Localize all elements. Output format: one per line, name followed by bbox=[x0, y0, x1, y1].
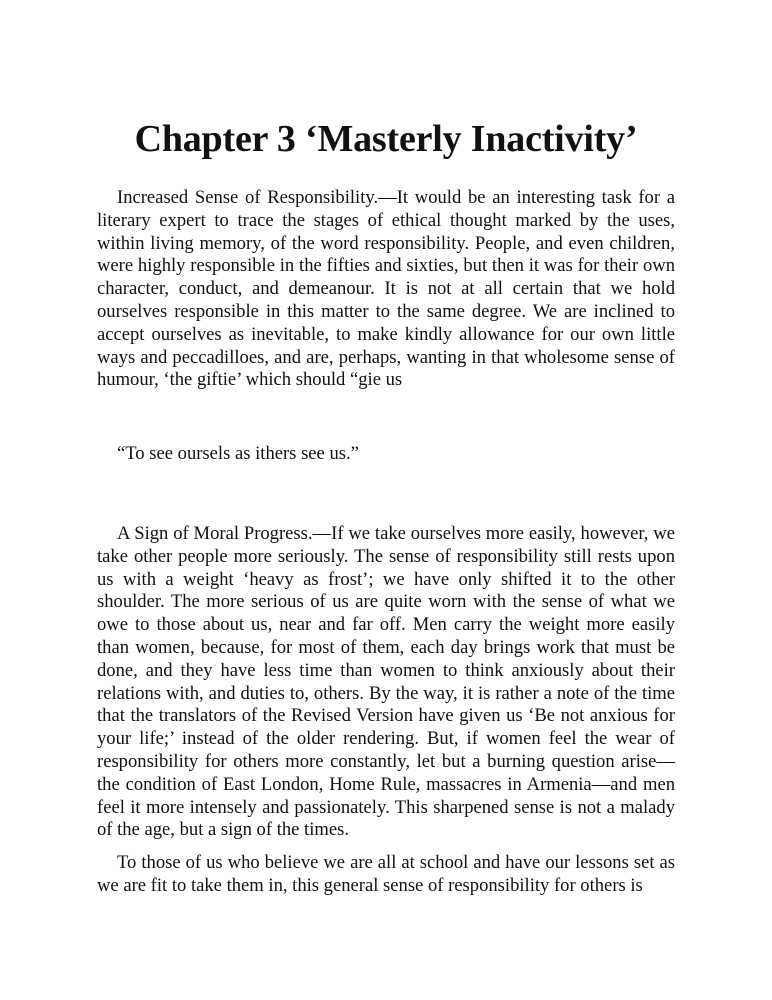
chapter-title: Chapter 3 ‘Masterly Inactivity’ bbox=[134, 118, 638, 160]
paragraph-responsibility: Increased Sense of Responsibility.—It would be an interesting task for a literary expert to trace the stages of ethical thought marked by the uses, within living memory, of the word responsibility. People, and even children, were highly responsible in the fifties and sixties, but then it was for their own character, conduct, and demeanour. It is not at all certain that we hold ourselves responsible in this matter to the same degree. We are inclined to accept ourselves as inevitable, to make kindly allowance for our own little ways and peccadilloes, and are, perhaps, wanting in that wholesome sense of humour, ‘the giftie’ which should “gie us bbox=[97, 187, 675, 391]
paragraph-moral-progress: A Sign of Moral Progress.—If we take ourselves more easily, however, we take other people more seriously. The sense of responsibility still rests upon us with a weight ‘heavy as frost’; we have only shifted it to the other shoulder. The more serious of us are quite worn with the sense of what we owe to those about us, near and far off. Men carry the weight more easily than women, because, for most of them, each day brings work that must be done, and they have less time than women to think anxiously about their relations with, and duties to, others. By the way, it is rather a note of the time that the translators of the Revised Version have given us ‘Be not anxious for your life;’ instead of the older rendering. But, if women feel the wear of responsibility for others more constantly, let but a burning question arise—the condition of East London, Home Rule, massacres in Armenia—and men feel it more intensely and passionately. This sharpened sense is not a malady of the age, but a sign of the times. bbox=[97, 523, 675, 841]
quotation: “To see oursels as ithers see us.” bbox=[117, 443, 359, 464]
paragraph-at-school: To those of us who believe we are all at school and have our lessons set as we are fit to take them in, this general sense of responsibility for others is bbox=[97, 852, 675, 896]
